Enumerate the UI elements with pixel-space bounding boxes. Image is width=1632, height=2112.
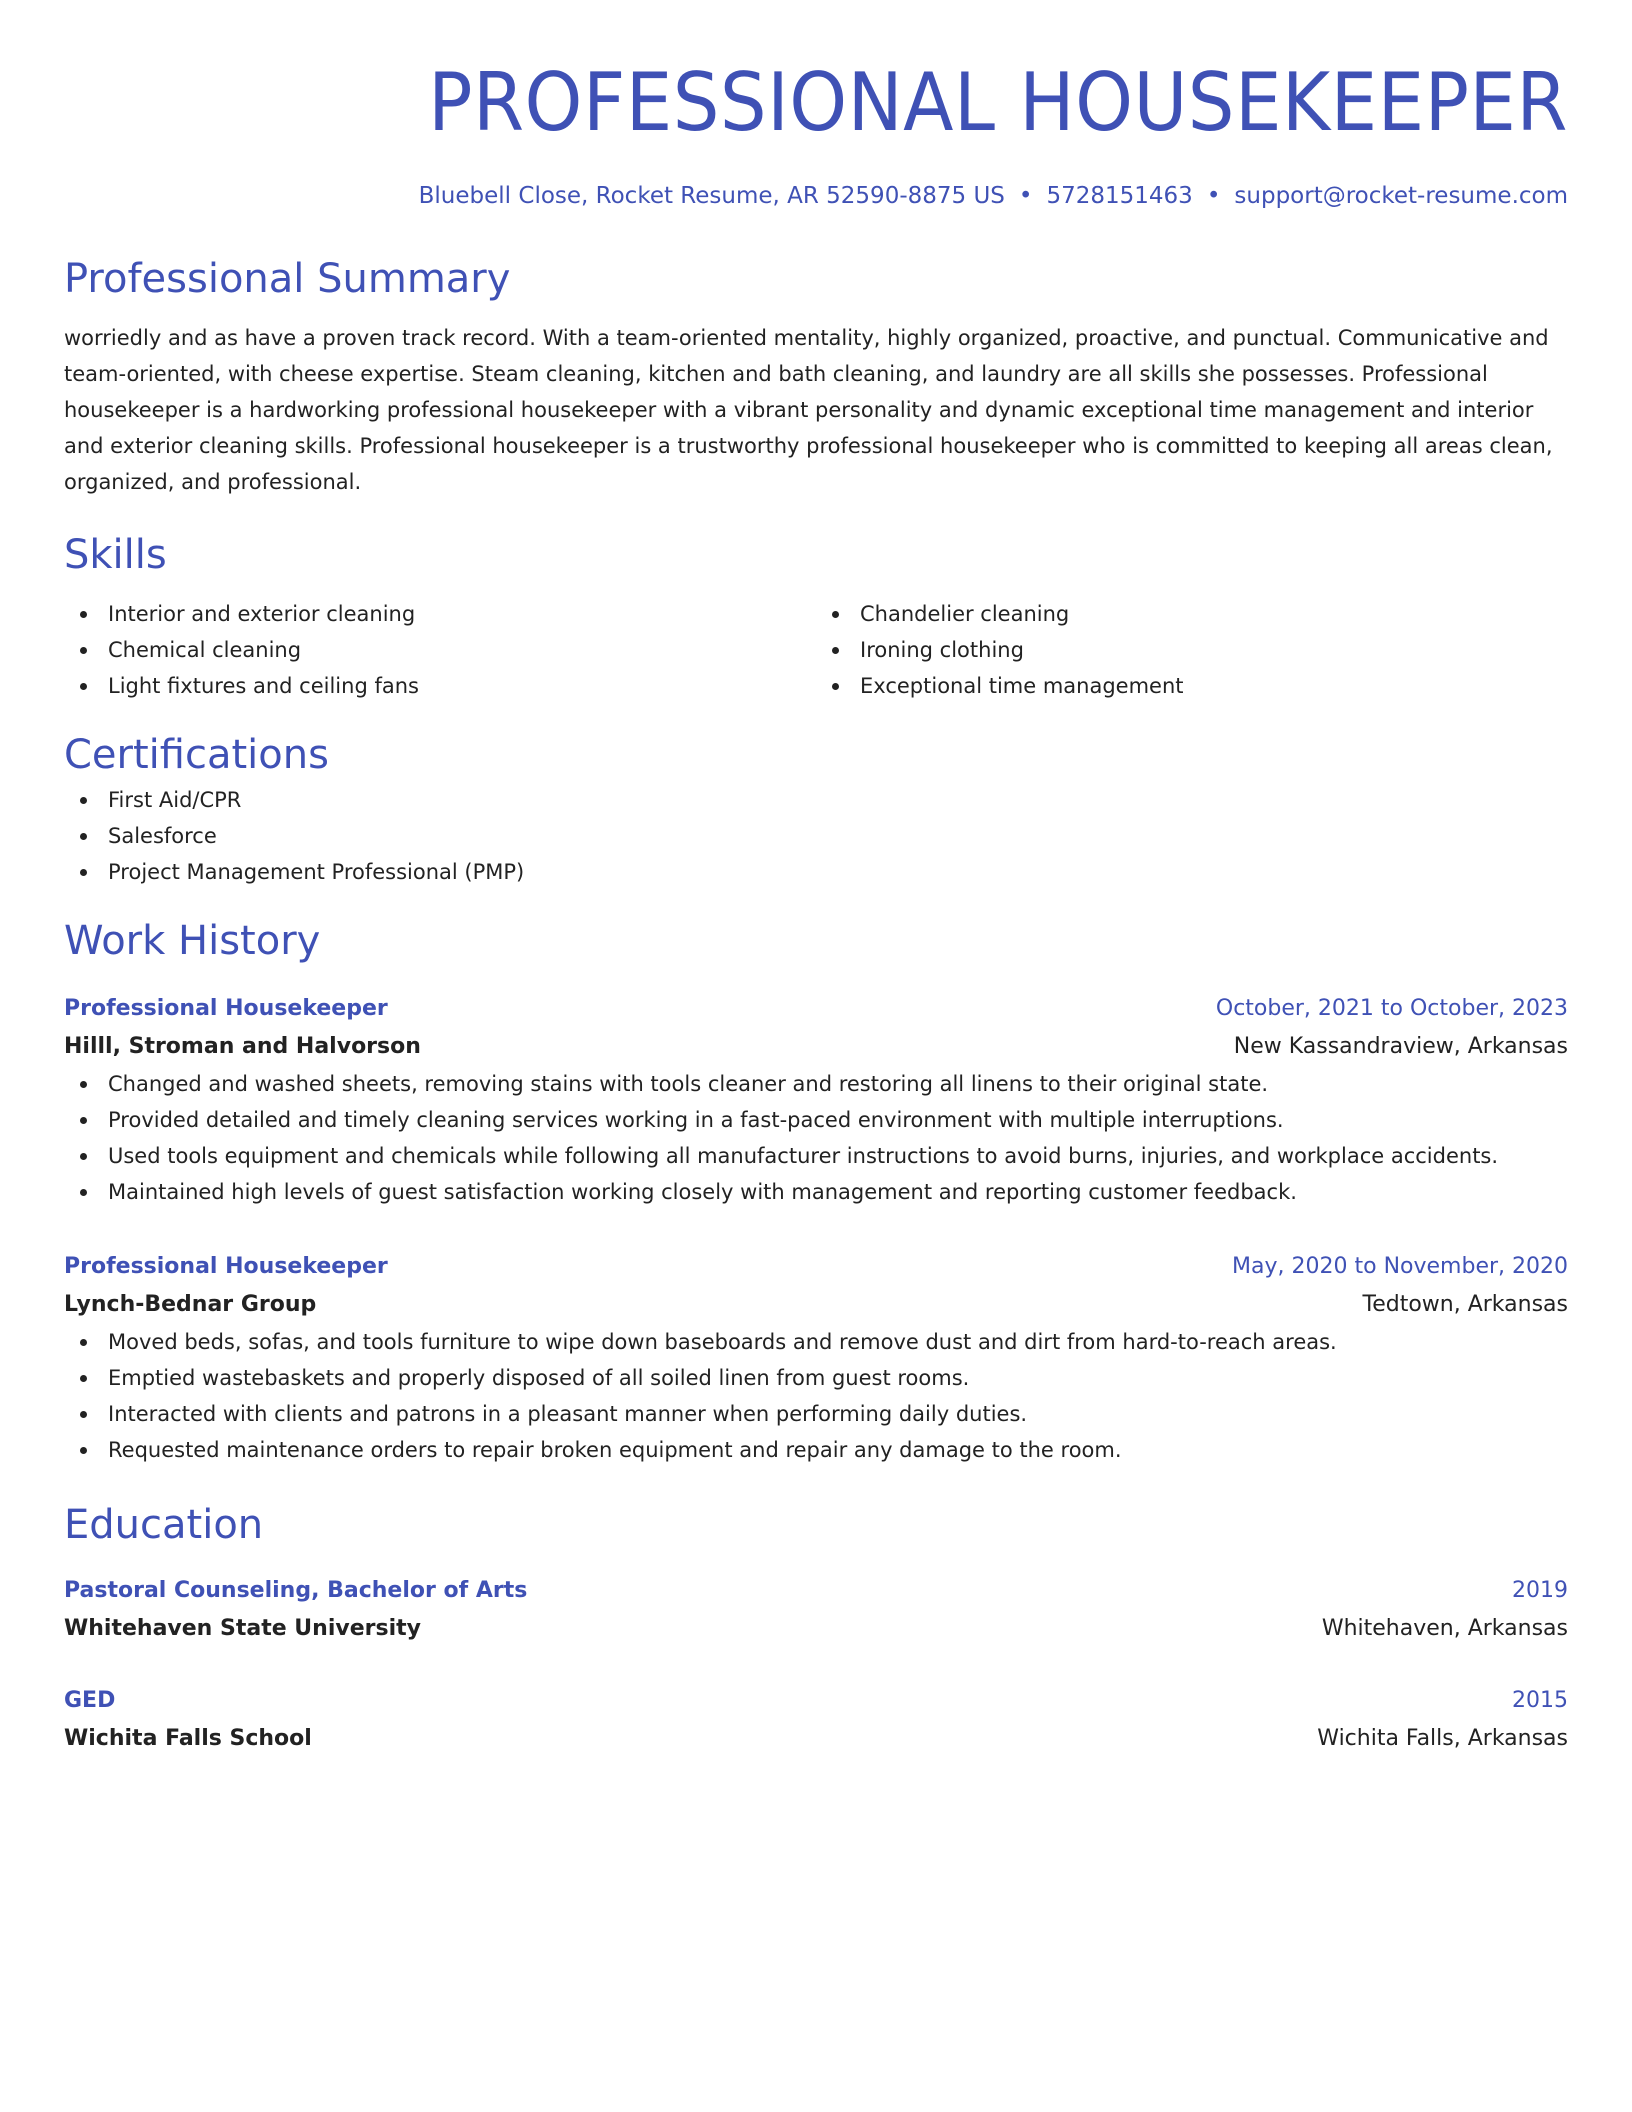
section-title-summary: Professional Summary [64, 256, 511, 302]
education-entry [64, 1572, 1568, 1648]
list-item: Changed and washed sheets, removing stains with tools cleaner and restoring all linens to their original state. [64, 1066, 1568, 1102]
certifications-section [64, 728, 1568, 890]
job-title: Professional Housekeeper [64, 996, 388, 1021]
education-header-row [64, 1682, 1568, 1720]
list-item: Moved beds, sofas, and tools furniture to wipe down baseboards and remove dust and dirt from hard-to-reach areas. [64, 1324, 1568, 1360]
contact-separator: • [1018, 183, 1033, 209]
degree: GED [64, 1688, 116, 1713]
education-section [64, 1498, 1568, 1758]
skills-section [64, 528, 1568, 704]
school-location: Whitehaven, Arkansas [1321, 1616, 1568, 1641]
job-header-row [64, 1248, 1568, 1286]
graduation-year: 2019 [1512, 1578, 1568, 1603]
email[interactable]: support@rocket-resume.com [1234, 183, 1568, 209]
job-company: Hilll, Stroman and Halvorson [64, 1034, 421, 1059]
job-location: New Kassandraview, Arkansas [1233, 1034, 1568, 1059]
resume-header [64, 48, 1568, 212]
school-name: Wichita Falls School [64, 1726, 312, 1751]
education-school-row [64, 1610, 1568, 1648]
section-title-work-history: Work History [64, 918, 321, 964]
summary-section [64, 252, 1568, 500]
skills-column-left [64, 596, 816, 704]
job-location: Tedtown, Arkansas [1362, 1292, 1568, 1317]
list-item: Emptied wastebaskets and properly disposed of all soiled linen from guest rooms. [64, 1360, 1568, 1396]
job-header-row [64, 990, 1568, 1028]
summary-text: worriedly and as have a proven track record. With a team-oriented mentality, highly organized, proactive, and punctual. Communicative and team-oriented, with cheese expertise. Steam cleaning, kitchen and bath cleaning, and laundry are all skills she possesses. Professional housekeeper is a hardworking professional housekeeper with a vibrant personality and dynamic exceptional time management and interior and exterior cleaning skills. Professional housekeeper is a trustworthy professional housekeeper who is committed to keeping all areas clean, organized, and professional. [64, 326, 1553, 494]
job-entry [64, 990, 1568, 1210]
job-company-row [64, 1286, 1568, 1324]
graduation-year: 2015 [1512, 1688, 1568, 1713]
contact-line [64, 180, 1568, 212]
list-item: Provided detailed and timely cleaning services working in a fast-paced environment with multiple interruptions. [64, 1102, 1568, 1138]
job-title: Professional Housekeeper [64, 1254, 388, 1279]
degree: Pastoral Counseling, Bachelor of Arts [64, 1578, 528, 1603]
education-school-row [64, 1720, 1568, 1758]
list-item: Chemical cleaning [64, 632, 816, 668]
job-duties-list [64, 1066, 1568, 1210]
certifications-list [64, 782, 1568, 890]
job-duties-list [64, 1324, 1568, 1468]
work-history-section [64, 914, 1568, 1468]
job-dates: October, 2021 to October, 2023 [1215, 996, 1568, 1021]
school-name: Whitehaven State University [64, 1616, 421, 1641]
list-item: Ironing clothing [816, 632, 1568, 668]
job-entry [64, 1248, 1568, 1468]
list-item: Chandelier cleaning [816, 596, 1568, 632]
school-location: Wichita Falls, Arkansas [1317, 1726, 1568, 1751]
skills-list-left [64, 596, 816, 704]
job-company-row [64, 1028, 1568, 1066]
education-header-row [64, 1572, 1568, 1610]
skills-column-right [816, 596, 1568, 704]
address: Bluebell Close, Rocket Resume, AR 52590-8875 US [418, 183, 1005, 209]
skills-list-right [816, 596, 1568, 704]
education-entry [64, 1682, 1568, 1758]
list-item: First Aid/CPR [64, 782, 1568, 818]
skills-grid [64, 596, 1568, 704]
section-title-education: Education [64, 1502, 264, 1548]
list-item: Project Management Professional (PMP) [64, 854, 1568, 890]
candidate-name: PROFESSIONAL HOUSEKEEPER [428, 56, 1569, 149]
list-item: Exceptional time management [816, 668, 1568, 704]
job-dates: May, 2020 to November, 2020 [1232, 1254, 1568, 1279]
list-item: Light fixtures and ceiling fans [64, 668, 816, 704]
list-item: Interacted with clients and patrons in a pleasant manner when performing daily duties. [64, 1396, 1568, 1432]
list-item: Requested maintenance orders to repair broken equipment and repair any damage to the room. [64, 1432, 1568, 1468]
list-item: Salesforce [64, 818, 1568, 854]
section-title-skills: Skills [64, 532, 167, 578]
list-item: Maintained high levels of guest satisfaction working closely with management and reporting customer feedback. [64, 1174, 1568, 1210]
list-item: Interior and exterior cleaning [64, 596, 816, 632]
phone: 5728151463 [1046, 183, 1193, 209]
list-item: Used tools equipment and chemicals while following all manufacturer instructions to avoid burns, injuries, and workplace accidents. [64, 1138, 1568, 1174]
job-company: Lynch-Bednar Group [64, 1292, 317, 1317]
section-title-certifications: Certifications [64, 732, 329, 778]
contact-separator: • [1206, 183, 1221, 209]
